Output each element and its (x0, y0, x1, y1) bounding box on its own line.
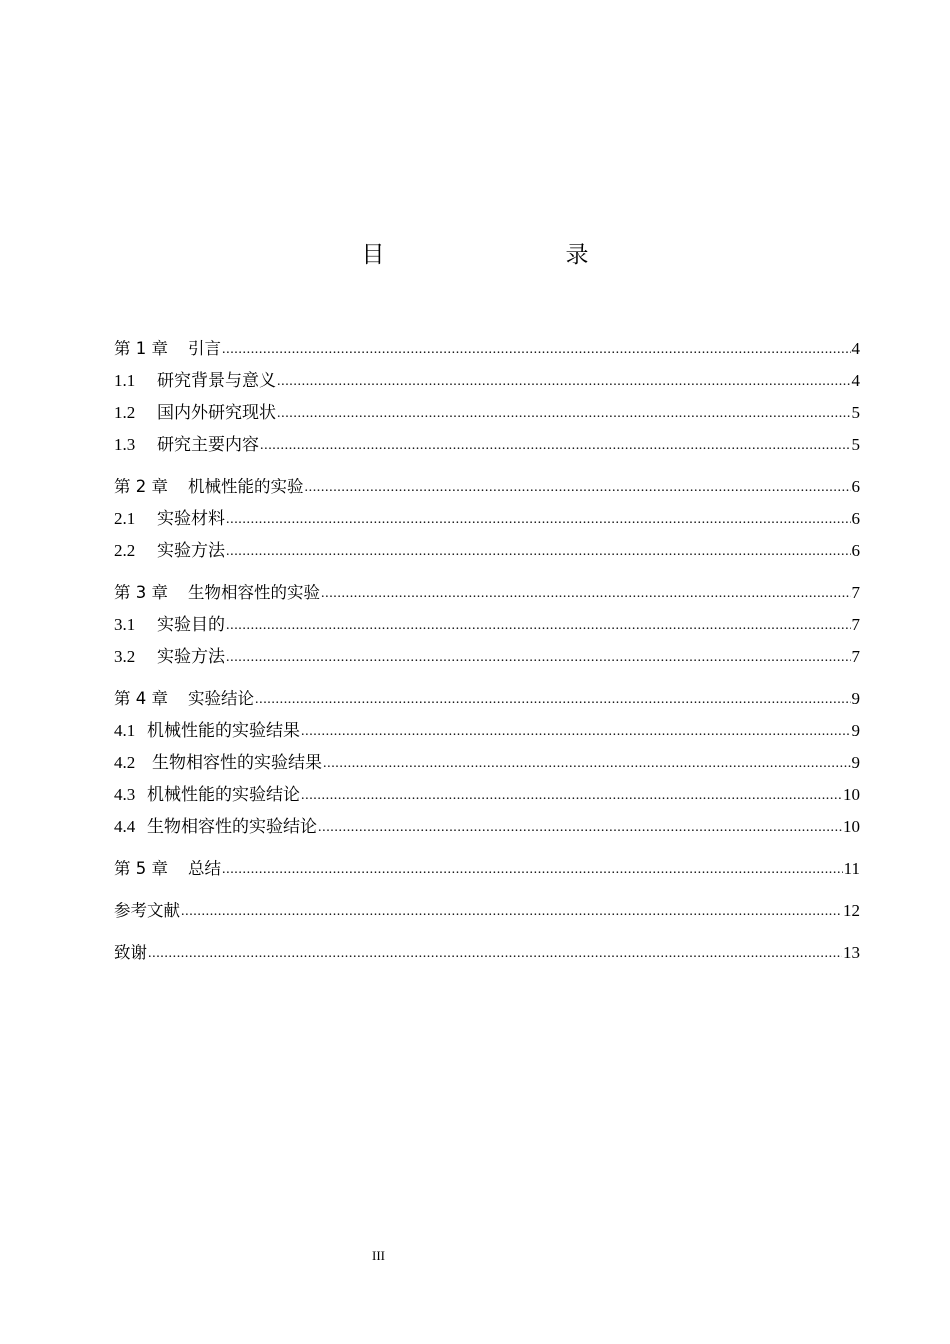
toc-entry-chapter-5[interactable] (114, 857, 860, 889)
toc-entry-number: 4.1 (114, 721, 136, 740)
toc-dot-leader (226, 612, 851, 638)
toc-entry-references[interactable] (114, 899, 860, 931)
toc-entry-title: 研究背景与意义 (157, 371, 276, 390)
toc-entry-section-4-2[interactable] (114, 751, 860, 783)
toc-entry-title: 总结 (188, 859, 221, 878)
toc-entry-title: 机械性能的实验结论 (147, 785, 300, 804)
toc-entry-section-1-2[interactable] (114, 401, 860, 433)
toc-entry-chapter-3[interactable] (114, 581, 860, 613)
toc-entry-page: 11 (843, 859, 860, 878)
toc-entry-number: 2.1 (114, 509, 136, 528)
toc-entry-chapter-4[interactable] (114, 687, 860, 719)
toc-entry-number: 3.1 (114, 615, 136, 634)
toc-entry-page: 12 (843, 901, 860, 920)
toc-entry-title: 生物相容性的实验结果 (152, 753, 322, 772)
toc-entry-chapter-2[interactable] (114, 475, 860, 507)
toc-entry-page: 7 (851, 583, 860, 602)
toc-entry-title: 机械性能的实验结果 (147, 721, 300, 740)
toc-entry-number: 第 3 章 (114, 583, 168, 602)
toc-entry-title: 致谢 (114, 943, 147, 962)
toc-dot-leader (318, 814, 842, 840)
toc-entry-number: 3.2 (114, 647, 136, 666)
toc-dot-leader (222, 856, 843, 882)
toc-entry-section-1-1[interactable] (114, 369, 860, 401)
toc-entry-page: 13 (843, 943, 860, 962)
toc-entry-chapter-1[interactable] (114, 337, 860, 369)
toc-dot-leader (321, 580, 851, 606)
toc-entry-page: 6 (851, 509, 860, 528)
toc-entry-page: 10 (843, 817, 860, 836)
toc-entry-number: 第 1 章 (114, 339, 168, 358)
toc-dot-leader (301, 718, 851, 744)
toc-entry-page: 7 (851, 647, 860, 666)
toc-entry-number: 1.1 (114, 371, 136, 390)
toc-entry-number: 2.2 (114, 541, 136, 560)
toc-dot-leader (323, 750, 851, 776)
toc-entry-page: 4 (851, 371, 860, 390)
toc-entry-section-3-1[interactable] (114, 613, 860, 645)
toc-entry-title: 国内外研究现状 (157, 403, 276, 422)
toc-entry-page: 9 (851, 689, 860, 708)
toc-dot-leader (226, 538, 851, 564)
toc-entry-title: 生物相容性的实验 (188, 583, 320, 602)
toc-entry-section-4-1[interactable] (114, 719, 860, 751)
page-number: III (372, 1248, 385, 1263)
toc-entry-title: 实验方法 (157, 541, 225, 560)
toc-entry-number: 4.4 (114, 817, 136, 836)
toc-entry-title: 实验方法 (157, 647, 225, 666)
toc-entry-page: 7 (851, 615, 860, 634)
toc-dot-leader (148, 940, 842, 966)
toc-entry-title: 实验材料 (157, 509, 225, 528)
toc-entry-number: 第 4 章 (114, 689, 168, 708)
toc-entry-section-3-2[interactable] (114, 645, 860, 677)
toc-entry-page: 5 (851, 435, 860, 454)
toc-entry-number: 4.2 (114, 753, 136, 772)
toc-entry-section-2-2[interactable] (114, 539, 860, 571)
toc-entry-title: 研究主要内容 (157, 435, 259, 454)
toc-dot-leader (277, 368, 851, 394)
toc-dot-leader (226, 506, 851, 532)
toc-entry-title: 引言 (188, 339, 221, 358)
toc-entry-number: 1.3 (114, 435, 136, 454)
toc-entry-title: 实验结论 (188, 689, 254, 708)
toc-dot-leader (277, 400, 851, 426)
toc-entry-page: 9 (851, 721, 860, 740)
toc-entry-number: 第 2 章 (114, 477, 168, 496)
toc-entry-page: 5 (851, 403, 860, 422)
toc-entry-page: 4 (851, 339, 860, 358)
toc-entry-page: 6 (851, 477, 860, 496)
toc-dot-leader (301, 782, 842, 808)
toc-entry-page: 10 (843, 785, 860, 804)
toc-entry-number: 第 5 章 (114, 859, 168, 878)
toc-entry-title: 实验目的 (157, 615, 225, 634)
toc-entry-page: 6 (851, 541, 860, 560)
toc-dot-leader (305, 474, 851, 500)
toc-entry-section-1-3[interactable] (114, 433, 860, 465)
toc-dot-leader (255, 686, 851, 712)
toc-entry-title: 生物相容性的实验结论 (147, 817, 317, 836)
toc-entry-number: 4.3 (114, 785, 136, 804)
toc-dot-leader (260, 432, 851, 458)
table-of-contents (114, 337, 860, 973)
toc-entry-section-4-4[interactable] (114, 815, 860, 847)
toc-entry-title: 机械性能的实验 (188, 477, 304, 496)
toc-entry-section-2-1[interactable] (114, 507, 860, 539)
toc-dot-leader (181, 898, 842, 924)
toc-dot-leader (222, 336, 851, 362)
toc-entry-title: 参考文献 (114, 901, 180, 920)
toc-entry-section-4-3[interactable] (114, 783, 860, 815)
toc-entry-page: 9 (851, 753, 860, 772)
toc-entry-acknowledgements[interactable] (114, 941, 860, 973)
toc-heading: 目 录 (361, 242, 634, 268)
toc-dot-leader (226, 644, 851, 670)
toc-entry-number: 1.2 (114, 403, 136, 422)
